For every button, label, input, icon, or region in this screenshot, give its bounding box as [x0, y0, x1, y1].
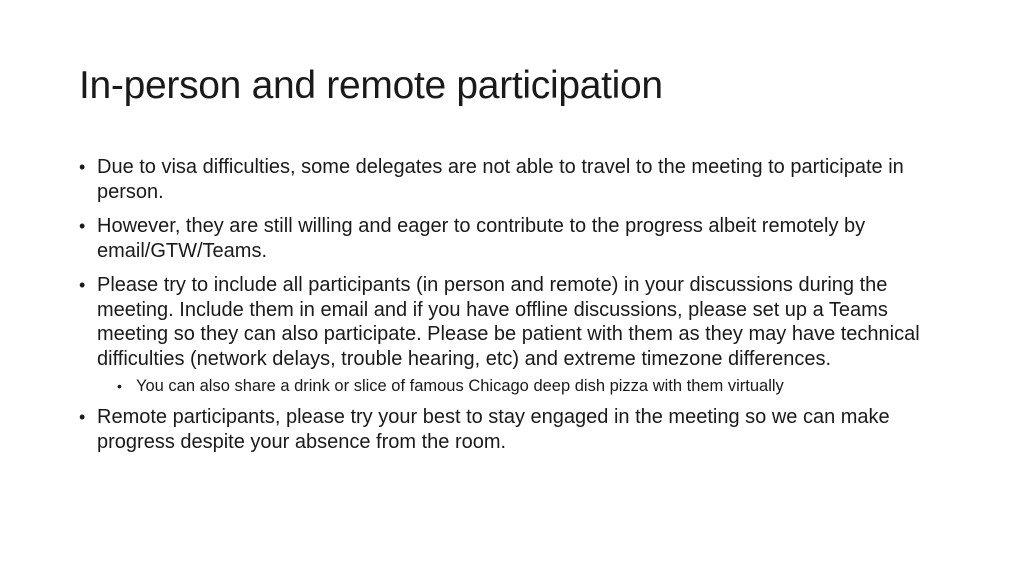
bullet-text: Please try to include all participants (in person and remote) in your discussions during the meeting. Include them in email and if you have offline discussions, please set up a Teams meeting so they can also participate. Please be patient with them as they may have technical difficulties (network delays, trouble hearing, etc) and extreme timezone differences.	[97, 274, 920, 370]
bullet-text: Remote participants, please try your best to stay engaged in the meeting so we can make progress despite your absence from the room.	[97, 406, 890, 453]
bullet-icon: •	[117, 378, 122, 394]
slide-title: In-person and remote participation	[79, 64, 663, 107]
bullet-item	[79, 214, 949, 263]
bullet-icon: •	[79, 275, 86, 295]
bullet-item	[79, 273, 949, 371]
bullet-item	[79, 155, 949, 204]
sub-bullet-text: You can also share a drink or slice of famous Chicago deep dish pizza with them virtually	[136, 377, 784, 395]
bullet-text: Due to visa difficulties, some delegates are not able to travel to the meeting to participate in person.	[97, 156, 904, 203]
bullet-item	[79, 405, 949, 454]
bullet-icon: •	[79, 216, 86, 236]
sub-bullet-item	[79, 375, 949, 397]
bullet-text: However, they are still willing and eager to contribute to the progress albeit remotely by email/GTW/Teams.	[97, 215, 866, 262]
bullet-icon: •	[79, 157, 86, 177]
bullet-icon: •	[79, 407, 86, 427]
bullet-list	[79, 155, 949, 464]
